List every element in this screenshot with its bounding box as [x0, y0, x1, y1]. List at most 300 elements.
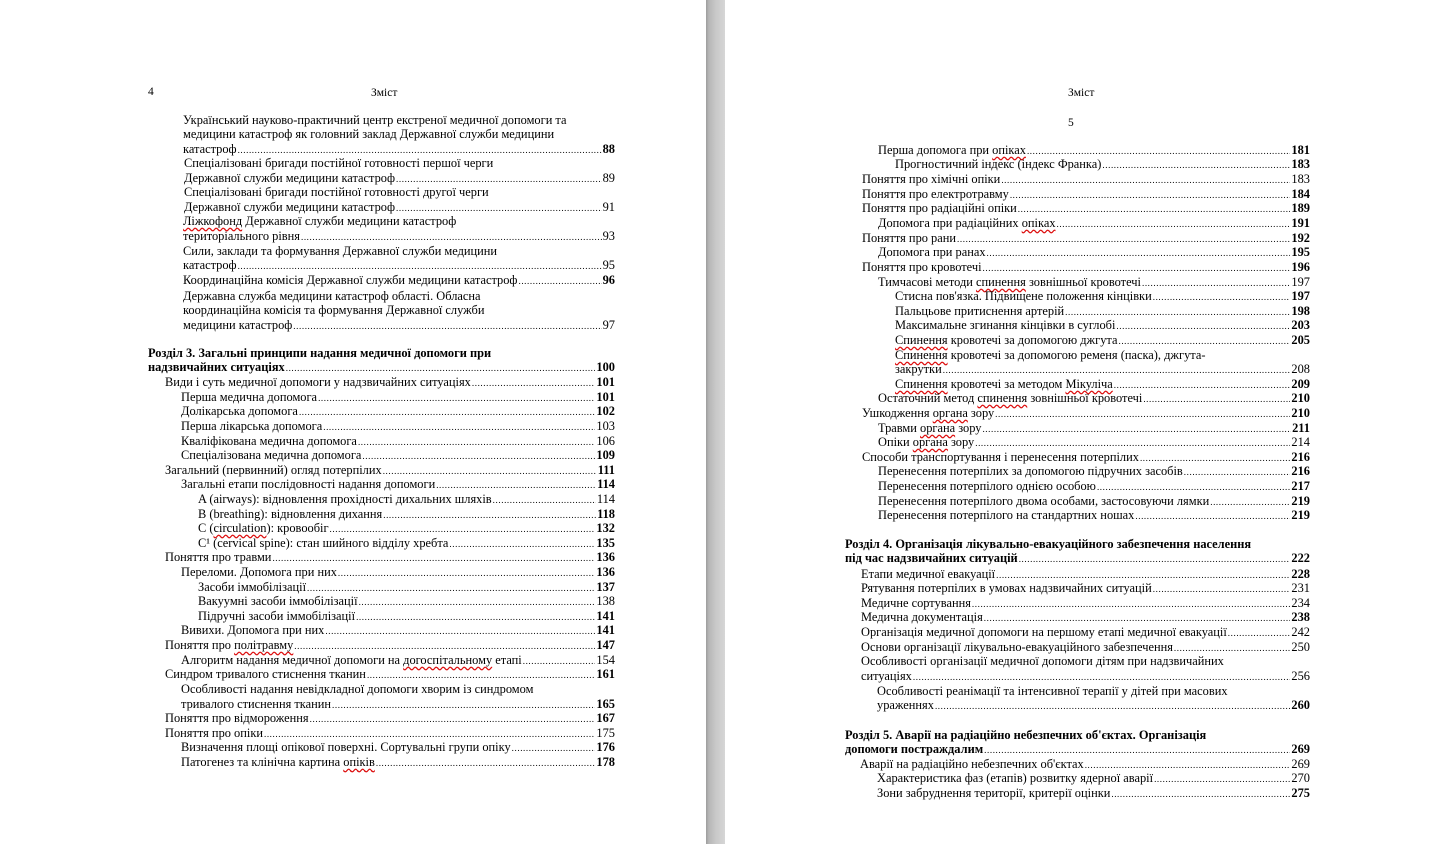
toc-entry-continuation [184, 156, 493, 171]
toc-page-number: 189 [1291, 201, 1310, 215]
toc-entry-title: Український науково-практичний центр екстреної медичної допомоги та [183, 113, 567, 127]
toc-entry [862, 187, 1310, 202]
toc-entry [198, 580, 615, 595]
toc-entry-title: Державної служби медицини катастроф [184, 171, 396, 185]
toc-entry [165, 726, 615, 741]
toc-entry-title: Поняття про політравму [165, 638, 294, 652]
toc-page-number: 109 [596, 448, 615, 462]
toc-entry-title: Переломи. Допомога при них [181, 565, 337, 579]
dot-leader [436, 478, 596, 493]
dot-leader [983, 261, 1291, 276]
toc-page-number: 210 [1291, 391, 1310, 405]
toc-entry [181, 623, 615, 638]
toc-entry-title: Поняття про кровотечі [862, 260, 982, 274]
toc-page-number: 138 [596, 594, 615, 608]
toc-page-number: 275 [1291, 786, 1310, 800]
dot-leader [984, 743, 1290, 758]
dot-leader [1228, 626, 1291, 641]
toc-page-number: 135 [596, 536, 615, 550]
dot-leader [1116, 319, 1290, 334]
page-gutter[interactable] [706, 0, 725, 844]
toc-list [0, 0, 706, 844]
dot-leader [1019, 552, 1291, 567]
dot-leader [1153, 582, 1291, 597]
toc-entry-title: Спеціалізована медична допомога [181, 448, 362, 462]
toc-page-number: 198 [1291, 304, 1310, 318]
toc-entry-title: Організація медичної допомоги на першому етапі медичної евакуації [861, 625, 1227, 639]
toc-entry-title: закрутки [895, 362, 942, 376]
toc-entry [895, 333, 1310, 348]
toc-entry-title: Перша медична допомога [181, 390, 318, 404]
toc-entry-title: Пальцьове притиснення артерій [895, 304, 1065, 318]
toc-page-number: 154 [596, 653, 615, 667]
toc-page-number: 136 [596, 565, 615, 579]
toc-page-number: 183 [1291, 157, 1310, 171]
toc-entry-title: Медичне сортування [861, 596, 971, 610]
toc-entry-title: Максимальне згинання кінцівки в суглобі [895, 318, 1116, 332]
toc-entry-title: Поняття про відмороження [165, 711, 309, 725]
toc-entry-continuation [181, 682, 533, 697]
toc-entry-title: Стисна пов'язка. Підвищене положення кінцівки [895, 289, 1152, 303]
toc-entry-title: Синдром тривалого стиснення тканин [165, 667, 366, 681]
toc-entry [861, 596, 1310, 611]
toc-page-number: 184 [1291, 187, 1310, 201]
toc-entry-title: медицини катастроф як головний заклад Державної служби медицини [183, 127, 555, 141]
toc-entry-title: Поняття про хімічні опіки [862, 172, 1001, 186]
toc-entry-title: Алгоритм надання медичної допомоги на догоспітальному етапі [181, 653, 522, 667]
toc-page-number: 210 [1291, 406, 1310, 420]
toc-entry-title: Визначення площі опікової поверхні. Сортувальні групи опіку [181, 740, 511, 754]
toc-page-number: 111 [597, 463, 615, 477]
toc-entry [862, 201, 1310, 216]
toc-page-number: 89 [602, 171, 615, 185]
toc-entry [183, 273, 615, 288]
toc-entry [895, 157, 1310, 172]
toc-page-number: 178 [596, 755, 615, 769]
toc-page-number: 136 [596, 550, 615, 564]
toc-entry-title: Вивихи. Допомога при них [181, 623, 325, 637]
dot-leader [935, 699, 1290, 714]
dot-leader [1118, 334, 1290, 349]
toc-entry-title: Державна служба медицини катастроф області. Обласна [183, 289, 481, 303]
toc-page-number: 95 [602, 258, 615, 272]
toc-page-number: 114 [597, 477, 615, 491]
toc-page-number: 260 [1291, 698, 1310, 712]
toc-entry-title: Поняття про електротравму [862, 187, 1009, 201]
dot-leader [512, 741, 596, 756]
toc-entry-title: Особливості організації медичної допомоги дітям при надзвичайних [861, 654, 1224, 668]
toc-entry-continuation [183, 244, 497, 259]
toc-entry-title: Розділ 5. Аварії на радіаційно небезпечних об'єктах. Організація [845, 728, 1207, 742]
dot-leader [299, 405, 595, 420]
toc-page-number: 209 [1291, 377, 1310, 391]
toc-page-number: 211 [1292, 421, 1310, 435]
toc-entry [895, 318, 1310, 333]
toc-entry-continuation [183, 303, 484, 318]
toc-entry [181, 653, 615, 668]
toc-page-number: 256 [1291, 669, 1310, 683]
dot-leader [984, 611, 1291, 626]
toc-entry-title: Патогенез та клінічна картина опіків [181, 755, 375, 769]
dot-leader [1057, 217, 1291, 232]
toc-page-number: 132 [596, 521, 615, 535]
toc-entry-title: Особливості реанімації та інтенсивної терапії у дітей при масових [877, 684, 1228, 698]
dot-leader [943, 363, 1291, 378]
dot-leader [310, 712, 596, 727]
toc-entry [184, 171, 615, 186]
toc-page-number: 101 [596, 390, 615, 404]
toc-entry-title: C (circulation): кровообіг [198, 521, 329, 535]
toc-page-number: 192 [1291, 231, 1310, 245]
toc-entry [181, 448, 615, 463]
toc-entry-title: Основи організації лікувально-евакуаційного забезпечення [861, 640, 1173, 654]
toc-entry-title: Вакуумні засоби іммобілізації [198, 594, 358, 608]
toc-entry [181, 565, 615, 580]
toc-entry-continuation [184, 185, 489, 200]
toc-entry [878, 391, 1310, 406]
dot-leader [272, 551, 595, 566]
toc-entry-continuation [845, 728, 1206, 743]
toc-entry [165, 711, 615, 726]
toc-entry-title: Перенесення потерпілого однією особою [878, 479, 1096, 493]
toc-page-number: 191 [1291, 216, 1310, 230]
toc-page-number: 195 [1291, 245, 1310, 259]
toc-page-number: 208 [1291, 362, 1310, 376]
toc-entry-title: Перенесення потерпілих за допомогою підручних засобів [878, 464, 1183, 478]
running-head: Зміст [371, 87, 398, 99]
toc-entry [878, 421, 1310, 436]
toc-entry-title: Розділ 4. Організація лікувально-евакуаційного забезпечення населення [845, 537, 1252, 551]
toc-entry [862, 260, 1310, 275]
toc-entry [845, 551, 1310, 566]
toc-entry-title: Підручні засоби іммобілізації [198, 609, 356, 623]
toc-page-number: 101 [596, 375, 615, 389]
dot-leader [1111, 787, 1290, 802]
toc-entry-title: Поняття про рани [862, 231, 957, 245]
toc-list [725, 0, 1435, 844]
dot-leader [472, 376, 596, 391]
dot-leader [975, 436, 1290, 451]
toc-page-number: 203 [1291, 318, 1310, 332]
dot-leader [1018, 202, 1291, 217]
toc-entry [165, 638, 615, 653]
dot-leader [367, 668, 595, 683]
toc-entry-title: надзвичайних ситуаціях [148, 360, 285, 374]
toc-page-number: 197 [1291, 289, 1310, 303]
dot-leader [1097, 480, 1290, 495]
toc-page-number: 216 [1291, 464, 1310, 478]
toc-page-number: 196 [1291, 260, 1310, 274]
toc-entry-title: Сили, заклади та формування Державної служби медицини [183, 244, 498, 258]
toc-entry [198, 521, 615, 536]
toc-entry [861, 581, 1310, 596]
toc-entry [877, 771, 1310, 786]
toc-entry-continuation [183, 214, 456, 229]
toc-page-number: 118 [597, 507, 615, 521]
toc-entry [183, 142, 615, 157]
dot-leader [1001, 173, 1290, 188]
toc-entry-continuation [895, 348, 1205, 363]
toc-entry-title: Види і суть медичної допомоги у надзвичайних ситуаціях [165, 375, 471, 389]
toc-entry-title: Допомога при радіаційних опіках [878, 216, 1056, 230]
toc-page-number: 161 [596, 667, 615, 681]
toc-entry-title: Поняття про травми [165, 550, 272, 564]
toc-page-number: 91 [602, 200, 615, 214]
toc-entry [861, 625, 1310, 640]
toc-entry-title: Тимчасові методи спинення зовнішньої кровотечі [878, 275, 1141, 289]
toc-page-number: 234 [1291, 596, 1310, 610]
dot-leader [1102, 158, 1290, 173]
toc-entry [198, 492, 615, 507]
toc-entry-title: Ушкодження органа зору [862, 406, 995, 420]
toc-page-number: 88 [602, 142, 615, 156]
toc-entry [878, 508, 1310, 523]
toc-page-number: 176 [596, 740, 615, 754]
toc-entry-title: Способи транспортування і перенесення потерпілих [862, 450, 1139, 464]
toc-entry [183, 258, 615, 273]
toc-page-number: 216 [1291, 450, 1310, 464]
toc-entry-title: Долікарська допомога [181, 404, 298, 418]
dot-leader [325, 624, 595, 639]
toc-page-number: 141 [596, 623, 615, 637]
toc-entry [862, 172, 1310, 187]
toc-entry-continuation [148, 346, 491, 361]
toc-entry [895, 362, 1310, 377]
toc-entry-title: Спинення кровотечі за допомогою ременя (паска), джгута- [895, 348, 1206, 362]
toc-page-number: 141 [596, 609, 615, 623]
toc-entry-title: Спеціалізовані бригади постійної готовності першої черги [184, 156, 494, 170]
toc-page-number: 197 [1291, 275, 1310, 289]
toc-entry [183, 318, 615, 333]
toc-entry-title: Спеціалізовані бригади постійної готовності другої черги [184, 185, 489, 199]
toc-page-number: 93 [602, 229, 615, 243]
toc-entry [165, 667, 615, 682]
toc-entry [165, 463, 615, 478]
toc-entry [181, 477, 615, 492]
toc-entry [165, 375, 615, 390]
toc-entry-title: координаційна комісія та формування Державної служби [183, 303, 485, 317]
toc-entry-title: Допомога при ранах [878, 245, 986, 259]
toc-entry [184, 200, 615, 215]
right-page [725, 0, 1435, 844]
page-number: 5 [1068, 117, 1074, 129]
dot-leader [286, 361, 596, 376]
dot-leader [338, 566, 595, 581]
dot-leader [238, 259, 602, 274]
toc-entry-title: ситуаціях [861, 669, 912, 683]
toc-entry [861, 669, 1310, 684]
toc-entry-title: Рятування потерпілих в умовах надзвичайних ситуацій [861, 581, 1152, 595]
toc-page-number: 181 [1291, 143, 1310, 157]
toc-entry-title: медицини катастроф [183, 318, 293, 332]
toc-page-number: 269 [1291, 742, 1310, 756]
toc-entry [181, 419, 615, 434]
dot-leader [323, 420, 595, 435]
dot-leader [1184, 465, 1291, 480]
dot-leader [493, 493, 596, 508]
toc-page-number: 100 [596, 360, 615, 374]
toc-page-number: 167 [596, 711, 615, 725]
toc-entry [183, 229, 615, 244]
toc-page-number: 137 [596, 580, 615, 594]
toc-entry [878, 464, 1310, 479]
toc-entry-title: C¹ (cervical spine): стан шийного відділу хребта [198, 536, 449, 550]
toc-page-number: 217 [1291, 479, 1310, 493]
toc-entry-title: Загальні етапи послідовності надання допомоги [181, 477, 436, 491]
toc-entry-title: ураженнях [877, 698, 934, 712]
toc-entry [860, 757, 1310, 772]
toc-entry [181, 404, 615, 419]
toc-entry [198, 609, 615, 624]
toc-entry-title: Ліжкофонд Державної служби медицини катастроф [183, 214, 457, 228]
dot-leader [293, 319, 601, 334]
toc-entry-title: A (airways): відновлення прохідності дихальних шляхів [198, 492, 492, 506]
toc-page-number: 147 [596, 638, 615, 652]
toc-page-number: 219 [1291, 508, 1310, 522]
toc-entry-title: катастроф [183, 142, 237, 156]
toc-page-number: 165 [596, 697, 615, 711]
toc-entry-continuation [861, 654, 1224, 669]
toc-entry [895, 304, 1310, 319]
toc-entry [862, 231, 1310, 246]
toc-page-number: 106 [596, 434, 615, 448]
dot-leader [913, 670, 1291, 685]
running-head: Зміст [1068, 87, 1095, 99]
toc-page-number: 214 [1291, 435, 1310, 449]
toc-page-number: 114 [596, 492, 615, 506]
toc-page-number: 219 [1291, 494, 1310, 508]
toc-entry-title: під час надзвичайних ситуацій [845, 551, 1018, 565]
dot-leader [1154, 772, 1290, 787]
toc-entry-title: Зони забруднення території, критерії оцінки [877, 786, 1111, 800]
toc-entry [181, 740, 615, 755]
toc-entry-title: Медична документація [861, 610, 983, 624]
toc-entry [181, 697, 615, 712]
toc-entry-continuation [183, 289, 481, 304]
toc-entry-title: Кваліфікована медична допомога [181, 434, 357, 448]
toc-page-number: 270 [1291, 771, 1310, 785]
toc-entry [181, 390, 615, 405]
toc-entry-title: Аварії на радіаційно небезпечних об'єктах [860, 757, 1084, 771]
toc-page-number: 231 [1291, 581, 1310, 595]
toc-entry-title: Перша лікарська допомога [181, 419, 323, 433]
toc-entry-title: Поняття про опіки [165, 726, 263, 740]
toc-entry-title: Перша допомога при опіках [878, 143, 1026, 157]
toc-entry-title: Спинення кровотечі за допомогою джгута [895, 333, 1118, 347]
toc-entry-title: Перенесення потерпілого двома особами, застосовуючи лямки [878, 494, 1210, 508]
toc-entry [878, 494, 1310, 509]
dot-leader [330, 522, 596, 537]
toc-entry-title: Спинення кровотечі за методом Мікуліча [895, 377, 1113, 391]
toc-entry-title: допомоги постраждалим [845, 742, 984, 756]
toc-entry-title: Травми органа зору [878, 421, 982, 435]
toc-entry-title: Загальний (первинний) огляд потерпілих [165, 463, 382, 477]
toc-entry [861, 567, 1310, 582]
toc-entry [878, 275, 1310, 290]
dot-leader [301, 230, 602, 245]
toc-entry [895, 289, 1310, 304]
toc-entry-title: територіального рівня [183, 229, 300, 243]
toc-page-number: 238 [1291, 610, 1310, 624]
toc-entry [878, 435, 1310, 450]
toc-page-number: 222 [1291, 551, 1310, 565]
toc-entry-title: Остаточний метод спинення зовнішньої кровотечі [878, 391, 1143, 405]
toc-entry [165, 550, 615, 565]
toc-entry-title: тривалого стиснення тканин [181, 697, 332, 711]
toc-page-number: 175 [596, 726, 615, 740]
toc-entry [198, 536, 615, 551]
left-page [0, 0, 706, 844]
toc-page-number: 102 [596, 404, 615, 418]
toc-entry-title: Поняття про радіаційні опіки [862, 201, 1017, 215]
page-number: 4 [148, 86, 154, 98]
toc-entry-title: Опіки органа зору [878, 435, 975, 449]
toc-entry [148, 360, 615, 375]
toc-entry-title: Перенесення потерпілого на стандартних ношах [878, 508, 1135, 522]
toc-entry-continuation [877, 684, 1228, 699]
toc-entry-title: B (breathing): відновлення дихання [198, 507, 383, 521]
toc-entry-title: Засоби іммобілізації [198, 580, 307, 594]
toc-entry-continuation [845, 537, 1251, 552]
toc-entry-title: Етапи медичної евакуації [861, 567, 996, 581]
toc-entry-title: Особливості надання невідкладної допомоги хворим із синдромом [181, 682, 534, 696]
dot-leader [518, 274, 601, 289]
toc-entry [861, 610, 1310, 625]
dot-leader [995, 407, 1290, 422]
toc-entry-title: Розділ 3. Загальні принципи надання медичної допомоги при [148, 346, 492, 360]
toc-page-number: 103 [596, 419, 615, 433]
toc-page-number: 269 [1291, 757, 1310, 771]
dot-leader [294, 639, 595, 654]
toc-page-number: 228 [1291, 567, 1310, 581]
toc-entry [862, 450, 1310, 465]
toc-entry-continuation [183, 127, 554, 142]
dot-leader [987, 246, 1291, 261]
toc-entry [878, 216, 1310, 231]
dot-leader [359, 595, 596, 610]
toc-entry [895, 377, 1310, 392]
toc-entry [878, 479, 1310, 494]
dot-leader [362, 449, 595, 464]
toc-entry [845, 742, 1310, 757]
toc-entry [878, 245, 1310, 260]
toc-page-number: 205 [1291, 333, 1310, 347]
dot-leader [1153, 290, 1291, 305]
toc-page-number: 183 [1291, 172, 1310, 186]
toc-entry-continuation [183, 113, 567, 128]
toc-entry [181, 755, 615, 770]
toc-entry-title: катастроф [183, 258, 237, 272]
dot-leader [1135, 509, 1290, 524]
toc-page-number: 96 [602, 273, 615, 287]
toc-page-number: 97 [602, 318, 615, 332]
toc-entry [198, 594, 615, 609]
toc-entry-title: Характеристика фаз (етапів) розвитку ядерної аварії [877, 771, 1154, 785]
toc-entry [877, 698, 1310, 713]
toc-entry [181, 434, 615, 449]
toc-entry [198, 507, 615, 522]
toc-entry [877, 786, 1310, 801]
dot-leader [1143, 392, 1290, 407]
toc-entry [862, 406, 1310, 421]
toc-entry [878, 143, 1310, 158]
dot-leader [376, 756, 596, 771]
toc-entry-title: Прогностичний індекс (індекс Франка) [895, 157, 1102, 171]
toc-entry-title: Державної служби медицини катастроф [184, 200, 396, 214]
toc-entry-title: Координаційна комісія Державної служби медицини катастроф [183, 273, 518, 287]
toc-page-number: 242 [1291, 625, 1310, 639]
toc-page-number: 250 [1291, 640, 1310, 654]
